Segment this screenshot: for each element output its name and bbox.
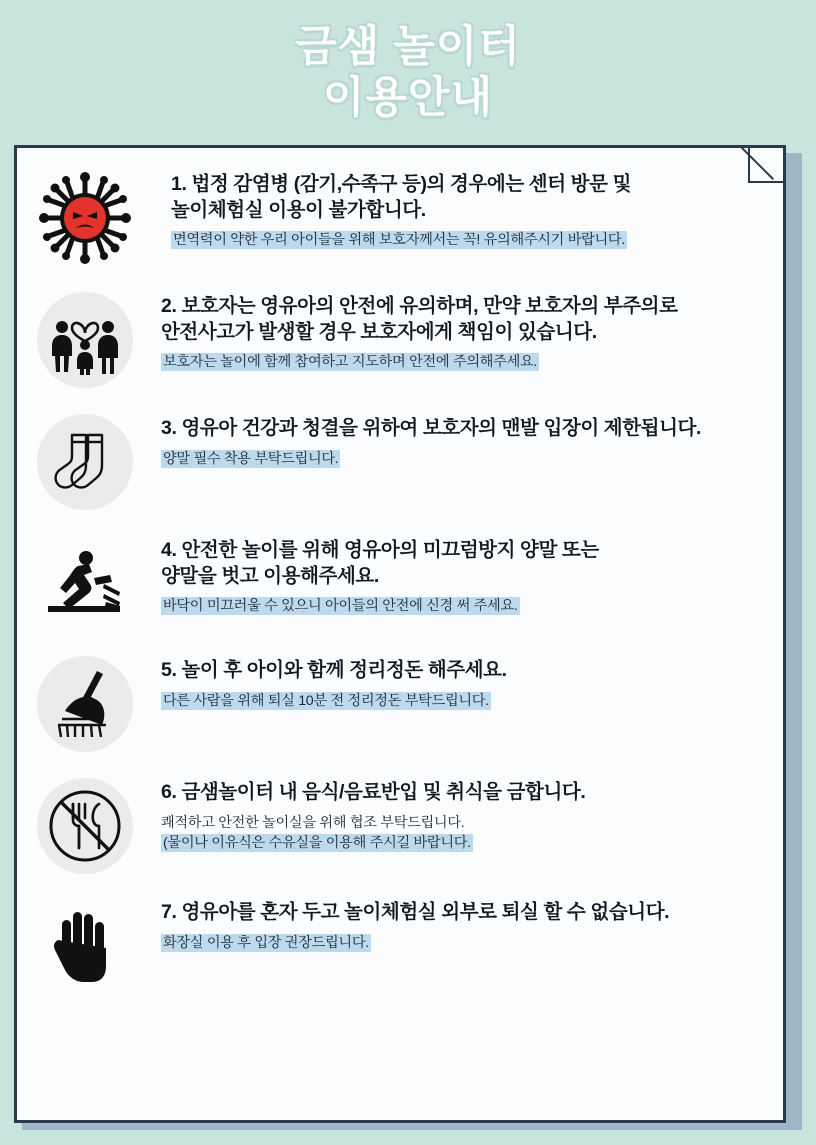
rule-main-text	[143, 416, 763, 442]
rule-main-text	[143, 780, 763, 806]
rule-number: 5.	[161, 659, 177, 681]
stop-hand-icon	[37, 898, 133, 994]
rule-number: 2.	[161, 295, 177, 317]
broom-icon	[37, 656, 133, 752]
rule-sub-text	[143, 449, 763, 470]
rule-sub-text	[143, 230, 763, 251]
rule-main-text	[143, 900, 763, 926]
virus-icon	[37, 170, 133, 266]
rule-sub-line-1: 면역력이 약한 우리 아이들을 위해 보호자께서는 꼭! 유의해주시기 바랍니다.	[173, 232, 625, 249]
rule-icon-cell	[27, 288, 143, 388]
rule-main-line-1: 놀이 후 아이와 함께 정리정돈 해주세요.	[181, 659, 507, 681]
rule-main-line-1: 보호자는 영유아의 안전에 유의하며, 만약 보호자의 부주의로	[181, 295, 678, 317]
rule-icon-cell	[27, 166, 143, 266]
rule-sub-text	[143, 596, 763, 617]
rule-main-line-2: 안전사고가 발생할 경우 보호자에게 책임이 있습니다.	[161, 320, 597, 343]
rule-sub-line-1: 보호자는 놀이에 함께 참여하고 지도하며 안전에 주의해주세요.	[163, 354, 538, 371]
rule-number: 7.	[161, 901, 177, 923]
rule-sub-text	[143, 933, 763, 954]
rule-icon-cell	[27, 532, 143, 632]
rule-main-text	[143, 172, 763, 223]
rule-text-cell	[143, 894, 767, 953]
rule-sub-line-1: 바닥이 미끄러울 수 있으니 아이들의 안전에 신경 써 주세요.	[163, 598, 518, 615]
list-item	[27, 532, 767, 632]
notice-card-wrapper	[14, 145, 802, 1130]
rule-icon-cell	[27, 410, 143, 510]
rule-sub-text	[143, 813, 763, 854]
list-item	[27, 288, 767, 388]
list-item	[27, 166, 767, 266]
rule-number: 1.	[171, 173, 187, 195]
rule-text-cell	[143, 410, 767, 469]
rule-sub-line-1: 화장실 이용 후 입장 권장드립니다.	[163, 934, 369, 951]
list-item	[27, 774, 767, 874]
rule-icon-cell	[27, 894, 143, 994]
rule-main-line-1: 안전한 놀이를 위해 영유아의 미끄럼방지 양말 또는	[181, 539, 599, 561]
notice-card	[14, 145, 786, 1123]
rule-sub-line-1: 다른 사람을 위해 퇴실 10분 전 정리정돈 부탁드립니다.	[163, 692, 489, 709]
rule-number: 3.	[161, 417, 177, 439]
rule-number: 4.	[161, 539, 177, 561]
rule-main-text	[143, 538, 763, 589]
list-item	[27, 652, 767, 752]
rule-main-line-1: 법정 감염병 (감기,수족구 등)의 경우에는 센터 방문 및	[191, 173, 632, 195]
rule-text-cell	[143, 532, 767, 617]
socks-icon	[37, 414, 133, 510]
rule-sub-line-1: 쾌적하고 안전한 놀이실을 위해 협조 부탁드립니다.	[161, 814, 465, 831]
poster-title-line2: 이용안내	[322, 73, 494, 122]
list-item	[27, 894, 767, 994]
family-heart-icon	[37, 292, 133, 388]
slip-warning-icon	[37, 536, 133, 632]
rule-icon-cell	[27, 652, 143, 752]
rule-main-line-2: 양말을 벗고 이용해주세요.	[161, 564, 379, 587]
list-item	[27, 410, 767, 510]
rule-sub-text	[143, 352, 763, 373]
rule-text-cell	[143, 774, 767, 854]
rule-sub-text	[143, 691, 763, 712]
rule-main-text	[143, 658, 763, 684]
folded-corner-line	[737, 146, 785, 194]
rule-icon-cell	[27, 774, 143, 874]
rules-list	[17, 148, 783, 1004]
rule-sub-line-2: (물이나 이유식은 수유실을 이용해 주시길 바랍니다.	[163, 835, 471, 852]
rule-sub-line-1: 양말 필수 착용 부탁드립니다.	[163, 450, 339, 467]
rule-text-cell	[143, 652, 767, 711]
poster-header	[0, 0, 816, 145]
rule-main-line-1: 영유아를 혼자 두고 놀이체험실 외부로 퇴실 할 수 없습니다.	[181, 901, 670, 923]
rule-text-cell	[143, 166, 767, 251]
rule-text-cell	[143, 288, 767, 373]
no-food-icon	[37, 778, 133, 874]
rule-main-line-1: 영유아 건강과 청결을 위하여 보호자의 맨발 입장이 제한됩니다.	[181, 417, 702, 439]
rule-main-line-1: 금샘놀이터 내 음식/음료반입 및 취식을 금합니다.	[181, 781, 586, 803]
rule-main-text	[143, 294, 763, 345]
rule-main-line-2: 놀이체험실 이용이 불가합니다.	[171, 198, 426, 221]
poster-title-line1: 금샘 놀이터	[295, 22, 521, 71]
rule-number: 6.	[161, 781, 177, 803]
